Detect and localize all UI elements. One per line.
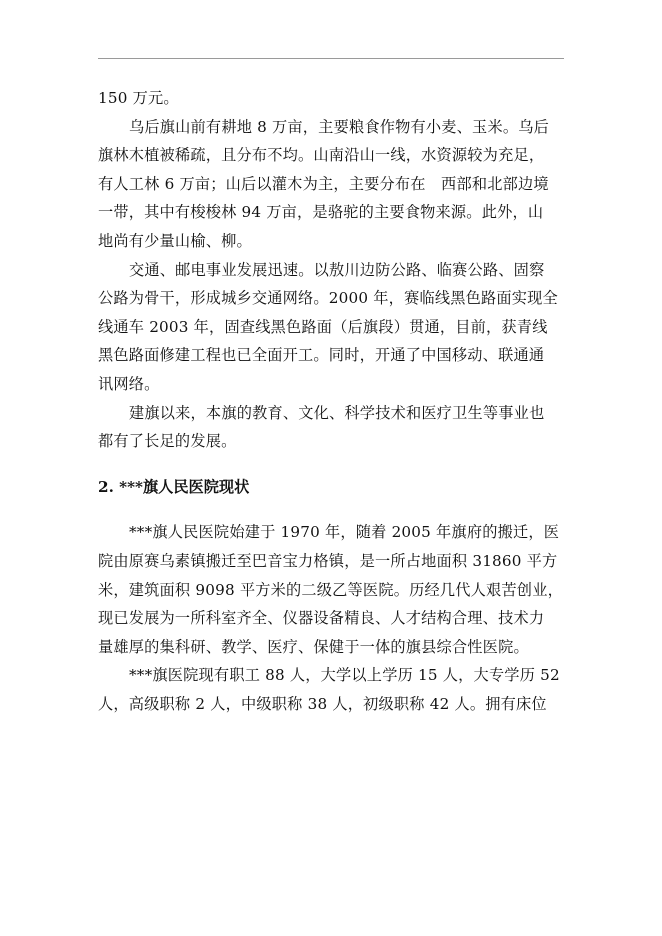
text-line: 院由原赛乌素镇搬迁至巴音宝力格镇，是一所占地面积 31860 平方	[98, 551, 558, 570]
text-line: 150 万元。	[98, 89, 179, 107]
text-line: 地尚有少量山榆、柳。	[98, 231, 252, 250]
text-line: 黑色路面修建工程也已全面开工。同时，开通了中国移动、联通通	[98, 346, 545, 365]
paragraph	[98, 84, 568, 113]
text-line: 都有了长足的发展。	[98, 432, 237, 451]
header-rule	[98, 58, 564, 59]
paragraph	[98, 399, 568, 456]
text-line: 旗林木植被稀疏，且分布不均。山南沿山一线，水资源较为充足，	[98, 146, 545, 165]
section-heading: 2. ***旗人民医院现状	[98, 477, 250, 496]
paragraph	[98, 518, 568, 661]
text-line: 米，建筑面积 9098 平方米的二级乙等医院。历经几代人艰苦创业，	[98, 580, 563, 599]
paragraph	[98, 256, 568, 399]
text-line: 线通车 2003 年，固查线黑色路面（后旗段）贯通，目前，获青线	[98, 317, 548, 336]
text-line: ***旗医院现有职工 88 人，大学以上学历 15 人，大专学历 52	[129, 666, 560, 685]
text-line: 有人工林 6 万亩；山后以灌木为主，主要分布在 西部和北部边境	[98, 174, 549, 193]
text-line: ***旗人民医院始建于 1970 年，随着 2005 年旗府的搬迁，医	[129, 523, 560, 542]
text-line: 讯网络。	[98, 374, 160, 393]
paragraph	[98, 661, 568, 718]
text-line: 建旗以来，本旗的教育、文化、科学技术和医疗卫生等事业也	[129, 403, 545, 422]
text-line: 人，高级职称 2 人，中级职称 38 人，初级职称 42 人。拥有床位	[98, 694, 547, 713]
text-line: 公路为骨干，形成城乡交通网络。2000 年，赛临线黑色路面实现全	[98, 289, 558, 308]
text-line: 现已发展为一所科室齐全、仪器设备精良、人才结构合理、技术力	[98, 609, 545, 628]
text-line: 乌后旗山前有耕地 8 万亩，主要粮食作物有小麦、玉米。乌后	[129, 117, 549, 136]
paragraph	[98, 113, 568, 256]
text-line: 一带，其中有梭梭林 94 万亩，是骆驼的主要食物来源。此外，山	[98, 203, 544, 222]
text-line: 交通、邮电事业发展迅速。以敖川边防公路、临赛公路、固察	[129, 260, 545, 279]
text-line: 量雄厚的集科研、教学、医疗、保健于一体的旗县综合性医院。	[98, 637, 529, 656]
document-body	[98, 84, 568, 718]
